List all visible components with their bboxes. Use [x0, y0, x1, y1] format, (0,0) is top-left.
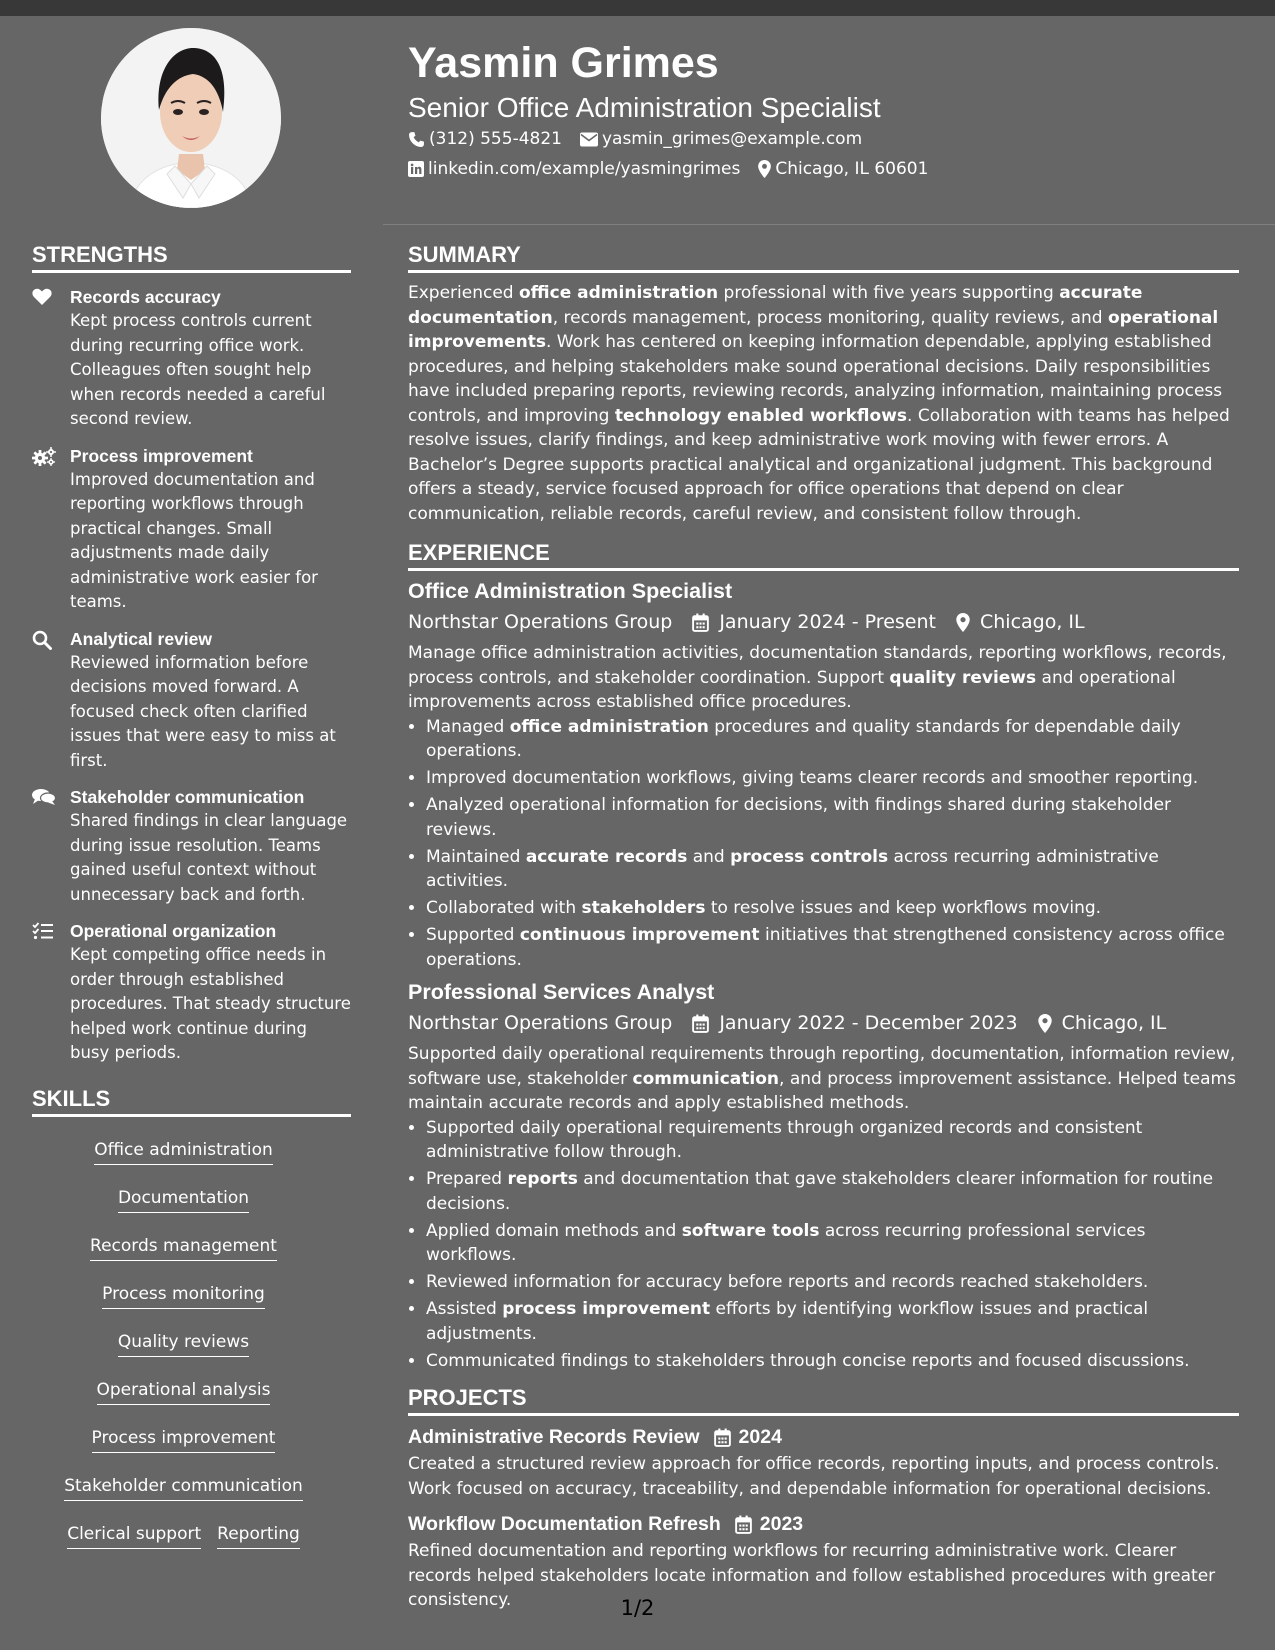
- job-title: Professional Services Analyst: [408, 980, 715, 1004]
- strength-title: Records accuracy: [70, 287, 221, 307]
- emphasis-text: continuous improvement: [519, 925, 760, 945]
- emphasis-text: office administration: [509, 716, 709, 737]
- strength-title: Stakeholder communication: [70, 787, 305, 807]
- project-description: Created a structured review approach for office records, reporting inputs, and process controls. Work focused on accuracy, traceability, and dependable information for operational decisions.: [408, 1454, 1220, 1499]
- project-entry: [408, 1424, 1239, 1501]
- map-pin-icon: [758, 160, 771, 178]
- skills-list: [32, 1125, 351, 1557]
- job-bullet: • Applied domain methods and software tools across recurring professional services workflows.: [426, 1219, 1239, 1268]
- job-location: Chicago, IL: [1061, 1012, 1167, 1034]
- heart-icon: [32, 288, 52, 306]
- resume-page: [0, 16, 1275, 1650]
- strength-item: [32, 285, 351, 432]
- emphasis-text: stakeholders: [581, 898, 706, 918]
- linkedin-url: linkedin.com/example/yasmingrimes: [428, 159, 741, 179]
- job-bullet: • Reviewed information for accuracy before reports and records reached stakeholders.: [426, 1270, 1239, 1295]
- strength-title: Operational organization: [70, 921, 277, 941]
- job-meta: [408, 1010, 1239, 1036]
- envelope-icon: [580, 132, 598, 147]
- comments-icon: [32, 788, 56, 806]
- map-pin-icon: [956, 613, 970, 632]
- project-header: [408, 1424, 1239, 1450]
- strengths-heading: STRENGTHS: [32, 242, 351, 273]
- project-year: 2023: [759, 1513, 804, 1535]
- candidate-name: Yasmin Grimes: [408, 39, 719, 87]
- emphasis-text: accurate documentation: [408, 283, 1143, 328]
- emphasis-text: communication: [632, 1068, 780, 1089]
- skill-tag: Office administration: [94, 1133, 273, 1165]
- calendar-icon: [714, 1428, 731, 1447]
- skill-tag: Records management: [90, 1229, 277, 1261]
- skills-heading: SKILLS: [32, 1086, 351, 1117]
- skill-tag: Clerical support: [67, 1517, 201, 1549]
- strength-title: Analytical review: [70, 628, 213, 649]
- job-bullet: • Analyzed operational information for decisions, with findings shared during stakeholder reviews.: [426, 793, 1239, 842]
- search-icon: [32, 630, 52, 650]
- skill-tag: Stakeholder communication: [64, 1469, 303, 1501]
- linkedin-contact[interactable]: [408, 158, 740, 180]
- job-company: Northstar Operations Group: [408, 611, 673, 633]
- experience-heading: EXPERIENCE: [408, 540, 1239, 571]
- linkedin-icon: [408, 161, 424, 177]
- job-bullet: • Improved documentation workflows, giving teams clearer records and smoother reporting.: [426, 766, 1239, 791]
- job-bullet: • Supported continuous improvement initiatives that strengthened consistency across office operations.: [426, 923, 1239, 972]
- strength-description: Shared findings in clear language during issue resolution. Teams gained useful context without unnecessary back and forth.: [70, 811, 348, 904]
- strength-description: Improved documentation and reporting workflows through practical changes. Small adjustments made daily administrative work easier for teams.: [70, 469, 318, 611]
- calendar-icon: [692, 1014, 709, 1033]
- project-title: Administrative Records Review: [408, 1426, 700, 1448]
- job-entry: [408, 978, 1239, 1373]
- page-number: 1/2: [620, 1596, 655, 1620]
- candidate-title: Senior Office Administration Specialist: [408, 92, 881, 123]
- location-contact: [758, 158, 928, 180]
- skill-tag: Reporting: [217, 1517, 300, 1549]
- strength-description: Kept competing office needs in order through established procedures. That steady structure helped work continue during busy periods.: [70, 945, 351, 1062]
- emphasis-text: accurate records: [525, 846, 688, 867]
- job-bullet: • Supported daily operational requirements through organized records and consistent administrative follow through.: [426, 1116, 1239, 1165]
- strength-description: Reviewed information before decisions moved forward. A focused check often clarified issues that were easy to miss at first.: [70, 652, 336, 770]
- job-bullet: • Prepared reports and documentation that gave stakeholders clearer information for routine decisions.: [426, 1167, 1239, 1216]
- summary-text: Experienced office administration professional with five years supporting accurate documentation, records management, process monitoring, quality reviews, and operational improvements. Work has centered on keeping information dependable, applying established procedures, and helping stakeholders make sound operational decisions. Daily responsibilities have included preparing reports, reviewing records, analyzing information, maintaining process controls, and improving technology enabled workflows. Collaboration with teams has helped resolve issues, clarify findings, and keep administrative work moving with fewer errors. A Bachelor’s Degree supports practical analytical and organizational judgment. This background offers a steady, service focused approach for office operations that depend on clear communication, reliable records, careful review, and consistent follow through.: [408, 283, 1230, 524]
- projects-heading: PROJECTS: [408, 1385, 1239, 1416]
- job-bullets: [408, 1116, 1239, 1374]
- emphasis-text: process controls: [730, 846, 889, 867]
- header-divider: [383, 224, 1275, 225]
- job-bullets: [408, 715, 1239, 973]
- emphasis-text: office administration: [519, 283, 719, 303]
- phone-contact[interactable]: [408, 128, 562, 150]
- job-intro: Supported daily operational requirements through reporting, documentation, information review, software use, stakeholder communication, and process improvement assistance. Helped teams maintain accurate records and apply established methods.: [408, 1044, 1236, 1113]
- top-bar: [0, 0, 1275, 16]
- job-company: Northstar Operations Group: [408, 1012, 673, 1034]
- list-check-icon: [32, 922, 54, 940]
- emphasis-text: technology enabled workflows: [614, 405, 908, 426]
- project-year: 2024: [738, 1426, 782, 1448]
- emphasis-text: software tools: [681, 1220, 820, 1241]
- emphasis-text: process improvement: [502, 1299, 711, 1319]
- job-dates: January 2024 - Present: [719, 611, 936, 633]
- job-bullet: • Managed office administration procedures and quality standards for dependable daily operations.: [426, 715, 1239, 764]
- job-meta: [408, 609, 1239, 635]
- skill-tag: Process monitoring: [102, 1277, 265, 1309]
- strength-item: [32, 785, 351, 907]
- job-dates: January 2022 - December 2023: [719, 1012, 1018, 1034]
- gears-icon: [32, 447, 56, 467]
- strength-title: Process improvement: [70, 445, 253, 466]
- emphasis-text: reports: [507, 1169, 578, 1189]
- job-bullet: • Assisted process improvement efforts by identifying workflow issues and practical adjustments.: [426, 1297, 1239, 1346]
- emphasis-text: quality reviews: [889, 667, 1037, 688]
- job-bullet: • Collaborated with stakeholders to resolve issues and keep workflows moving.: [426, 896, 1239, 921]
- map-pin-icon: [1038, 1014, 1052, 1033]
- contact-row-2: [408, 158, 946, 180]
- calendar-icon: [692, 613, 709, 632]
- profile-photo: [101, 28, 281, 208]
- sidebar: [32, 242, 351, 1557]
- skill-tag: Process improvement: [92, 1421, 276, 1453]
- strength-item: [32, 919, 351, 1066]
- strength-item: [32, 444, 351, 615]
- strength-description: Kept process controls current during recurring office work. Colleagues often sought help when records needed a careful second review.: [70, 311, 326, 428]
- project-header: [408, 1511, 1239, 1537]
- contact-row-1: [408, 128, 880, 150]
- emphasis-text: operational improvements: [408, 307, 1219, 352]
- phone-number: (312) 555-4821: [429, 129, 562, 149]
- job-title: Office Administration Specialist: [408, 579, 733, 603]
- phone-icon: [408, 131, 425, 148]
- calendar-icon: [735, 1515, 752, 1534]
- project-description: Refined documentation and reporting workflows for recurring administrative work. Clearer records helped stakeholders locate information and follow established procedures with greater consistency.: [408, 1541, 1216, 1610]
- job-entry: [408, 577, 1239, 972]
- email-address: yasmin_grimes@example.com: [601, 129, 863, 149]
- skill-tag: Operational analysis: [97, 1373, 271, 1405]
- main-content: [408, 242, 1239, 1613]
- skill-tag: Documentation: [118, 1181, 249, 1213]
- job-bullet: • Communicated findings to stakeholders through concise reports and focused discussions.: [426, 1349, 1239, 1374]
- job-location: Chicago, IL: [979, 611, 1085, 633]
- location-text: Chicago, IL 60601: [775, 159, 929, 179]
- strength-item: [32, 627, 351, 774]
- email-contact[interactable]: [580, 128, 862, 150]
- job-bullet: • Maintained accurate records and process controls across recurring administrative activities.: [426, 845, 1239, 894]
- summary-heading: SUMMARY: [408, 242, 1239, 273]
- skill-tag: Quality reviews: [118, 1325, 249, 1357]
- project-title: Workflow Documentation Refresh: [408, 1513, 721, 1535]
- job-intro: Manage office administration activities, documentation standards, reporting workflows, records, process controls, and stakeholder coordination. Support quality reviews and operational improvements across established office procedures.: [408, 643, 1227, 712]
